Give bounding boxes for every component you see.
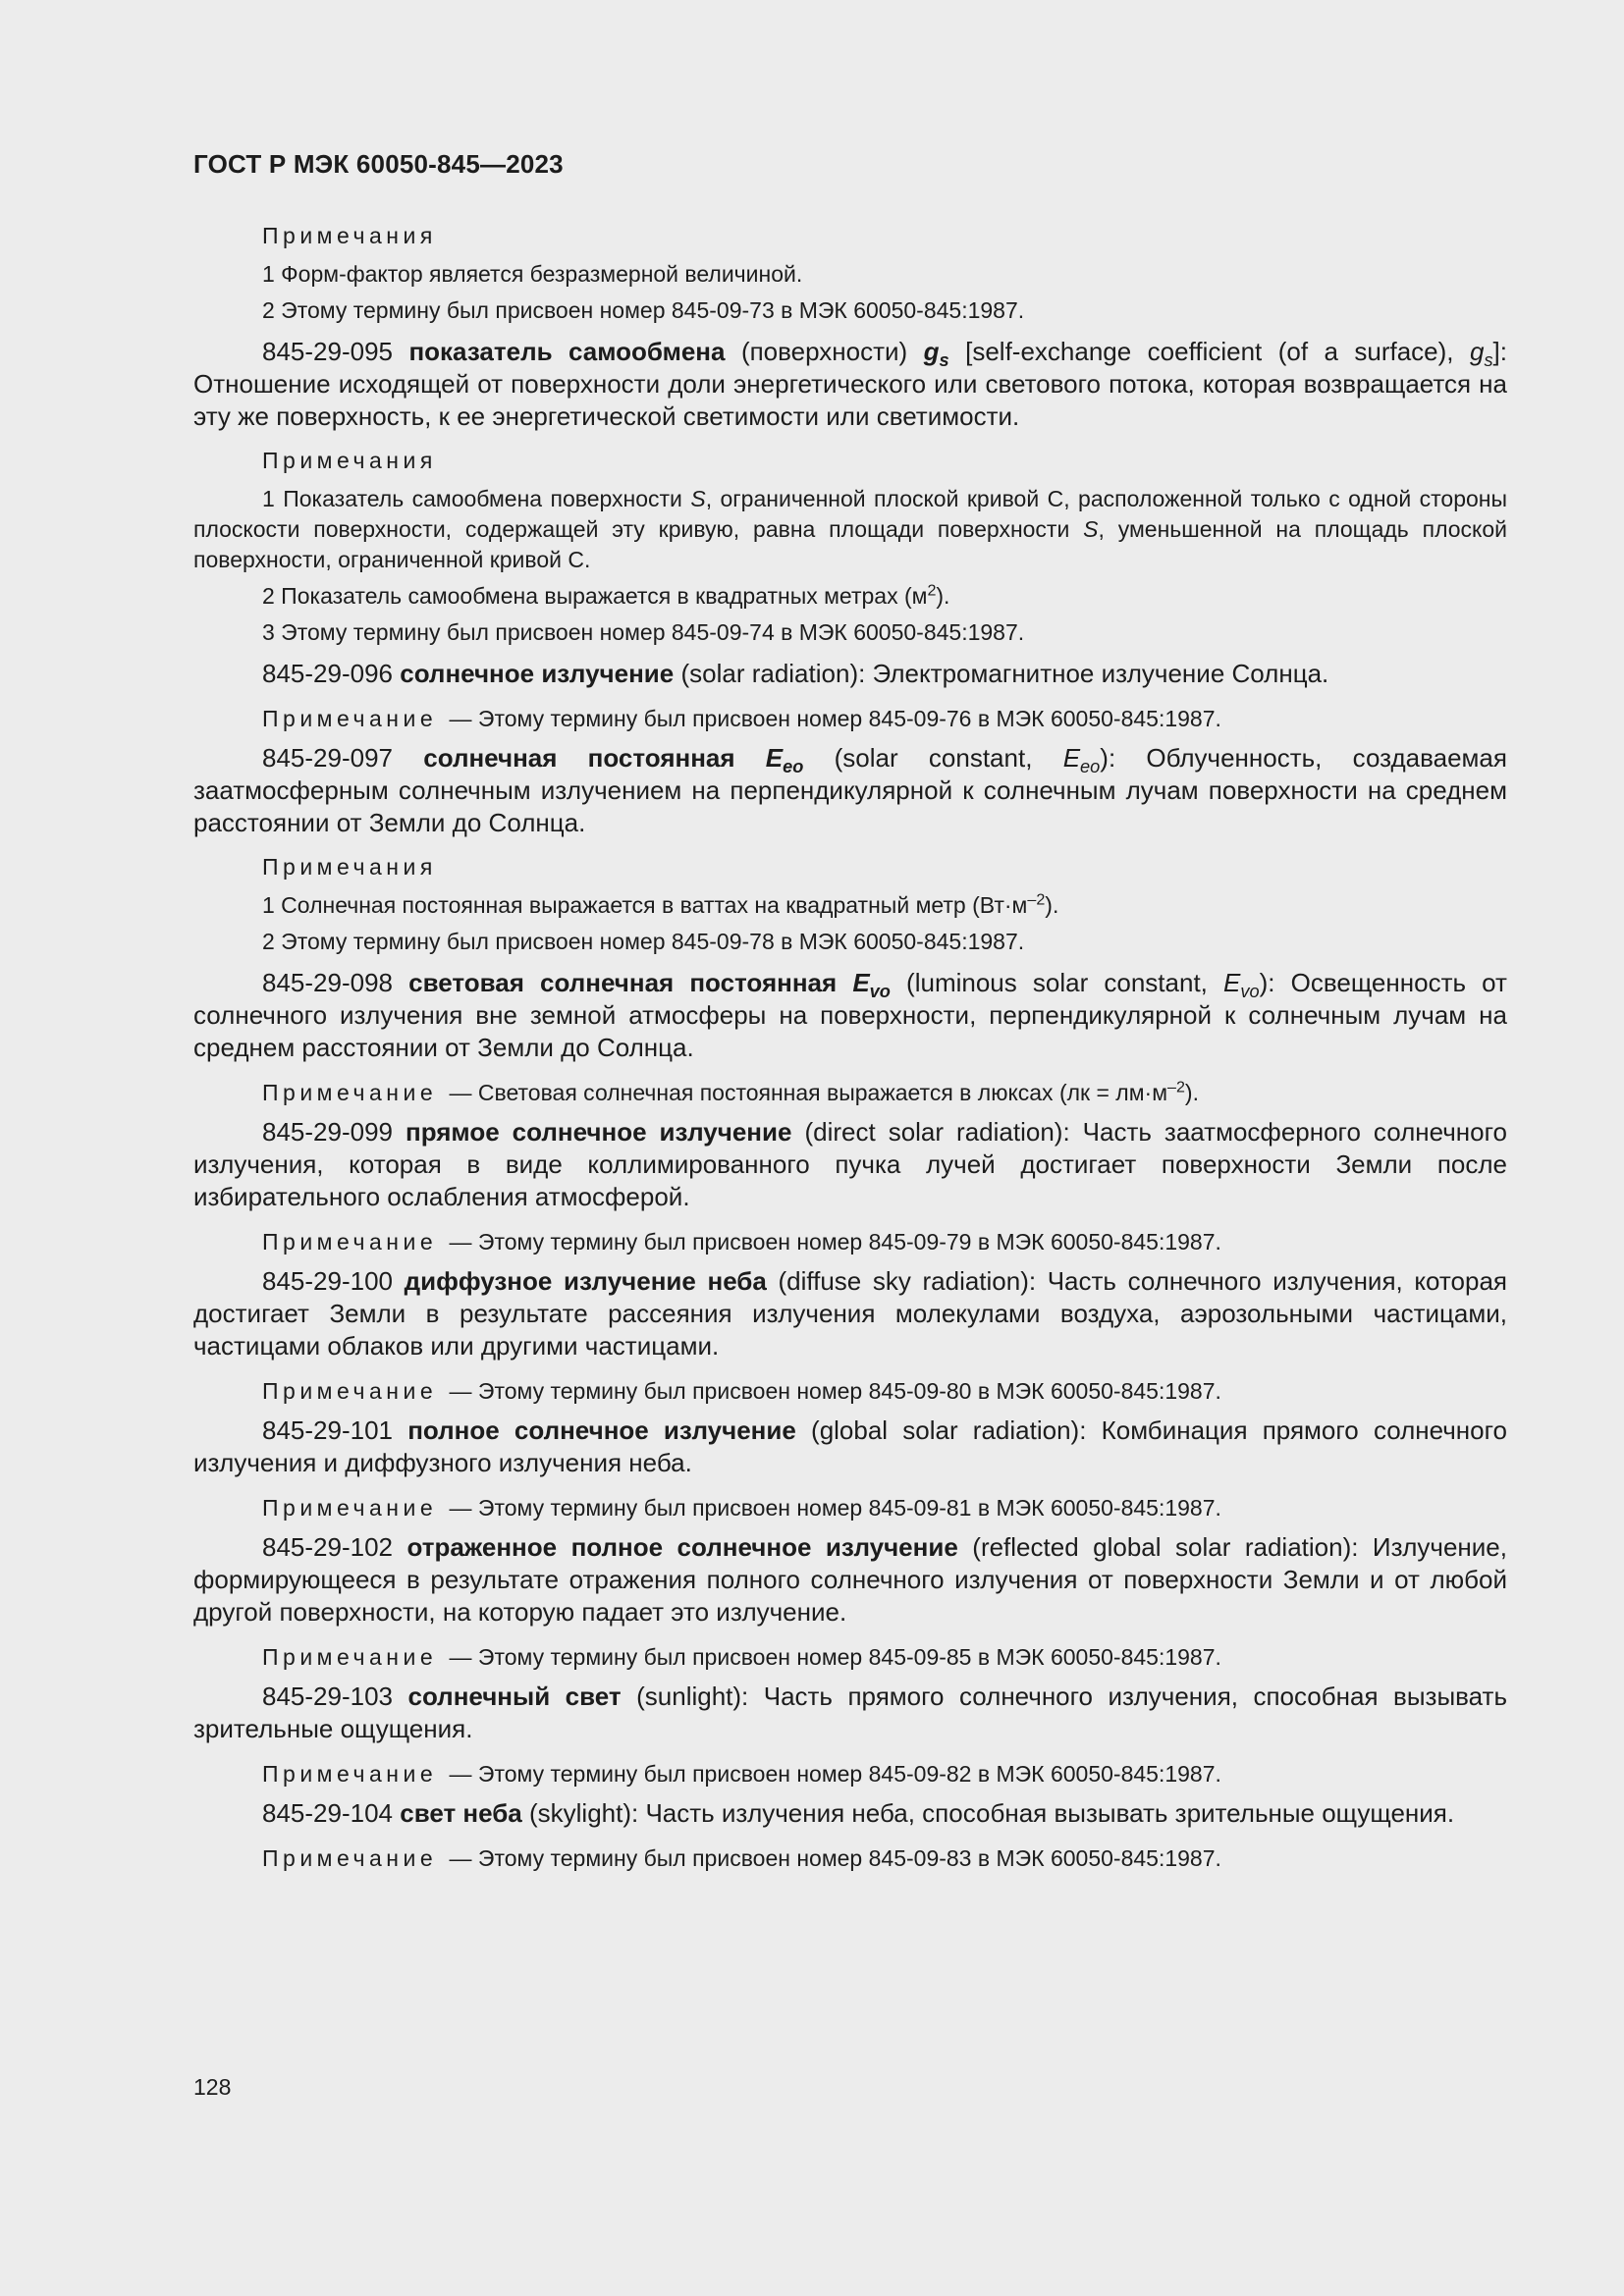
term-name: солнечная постоянная bbox=[423, 743, 735, 773]
term-entry-845-29-100: 845-29-100 диффузное излучение неба (diffuse sky radiation): Часть солнечного излучения, которая достигает Земли в результате рассеяния излучения молекулами воздуха, аэрозольными частицами, частицами облаков или другими частицами. bbox=[193, 1266, 1508, 1361]
notes-heading: Примечания bbox=[262, 223, 437, 248]
term-entry-845-29-096: 845-29-096 солнечное излучение (solar radiation): Электромагнитное излучение Солнца. bbox=[262, 659, 1329, 688]
notes-block-845-29-095 bbox=[193, 447, 1507, 648]
note-text: 1 Показатель самообмена поверхности S, ограниченной плоской кривой С, расположенной только с одной стороны плоскости поверхности, содержащей эту кривую, равна площади поверхности S, уменьшенной на площадь плоской поверхности, ограниченной кривой С. bbox=[193, 486, 1508, 572]
term-entry-845-29-104: 845-29-104 свет неба (skylight): Часть излучения неба, способная вызывать зрительные ощущения. bbox=[262, 1798, 1455, 1828]
notes-heading: Примечания bbox=[262, 854, 437, 880]
note-845-29-096: Примечание — Этому термину был присвоен номер 845-09-76 в МЭК 60050-845:1987. bbox=[262, 706, 1221, 731]
note-845-29-099: Примечание — Этому термину был присвоен номер 845-09-79 в МЭК 60050-845:1987. bbox=[262, 1229, 1221, 1255]
note-845-29-102: Примечание — Этому термину был присвоен номер 845-09-85 в МЭК 60050-845:1987. bbox=[262, 1644, 1221, 1670]
term-name: полное солнечное излучение bbox=[407, 1415, 796, 1445]
note-text: 2 Этому термину был присвоен номер 845-09-78 в МЭК 60050-845:1987. bbox=[262, 929, 1025, 954]
note-845-29-104: Примечание — Этому термину был присвоен номер 845-09-83 в МЭК 60050-845:1987. bbox=[262, 1845, 1221, 1871]
term-name: солнечный свет bbox=[407, 1682, 622, 1711]
term-symbol: $E_{eo}$ bbox=[765, 743, 804, 777]
note-text: 2 Этому термину был присвоен номер 845-09-73 в МЭК 60050-845:1987. bbox=[262, 297, 1025, 323]
term-entry-845-29-101: 845-29-101 полное солнечное излучение (global solar radiation): Комбинация прямого солнечного излучения и диффузного излучения неба. bbox=[193, 1415, 1507, 1477]
term-symbol: $g_s$ bbox=[923, 337, 949, 371]
note-text: 2 Показатель самообмена выражается в квадратных метрах $(м^2)$. bbox=[262, 581, 950, 609]
note-845-29-103: Примечание — Этому термину был присвоен номер 845-09-82 в МЭК 60050-845:1987. bbox=[262, 1761, 1221, 1787]
notes-block-845-29-097 bbox=[193, 853, 1507, 957]
term-entry-845-29-097: 845-29-097 солнечная постоянная $E_{eo}$ (solar constant, $E_{eo}$): Облученность, создаваемая заатмосферным солнечным излучением на перпендикулярной к солнечным лучам поверхности на среднем расстоянии от Земли до Солнца. bbox=[193, 743, 1507, 837]
term-english: [self-exchange coefficient (of a surface), bbox=[965, 337, 1454, 366]
term-name: свет неба bbox=[400, 1798, 522, 1828]
note-845-29-101: Примечание — Этому термину был присвоен номер 845-09-81 в МЭК 60050-845:1987. bbox=[262, 1495, 1221, 1521]
term-entry-845-29-095: 845-29-095 показатель самообмена (поверхности) $g_s$ [self-exchange coefficient (of a surface), $g_s$]: Отношение исходящей от поверхности доли энергетического или светового потока, которая возвращается на эту же поверхность, к ее энергетической светимости или светимости. bbox=[193, 337, 1507, 431]
notes-block-form-factor bbox=[193, 222, 1507, 326]
term-english-symbol: $g_s$ bbox=[1469, 337, 1493, 371]
term-name: световая солнечная постоянная bbox=[408, 968, 838, 997]
note-845-29-098: Примечание — Световая солнечная постоянная выражается в люксах $(лк = лм\cdot м^{-2})$. bbox=[262, 1078, 1199, 1105]
term-qualifier: (поверхности) bbox=[740, 337, 908, 366]
note-845-29-100: Примечание — Этому термину был присвоен номер 845-09-80 в МЭК 60050-845:1987. bbox=[262, 1378, 1221, 1404]
term-entry-845-29-102: 845-29-102 отраженное полное солнечное излучение (reflected global solar radiation): Излучение, формирующееся в результате отражения полного солнечного излучения от поверхности Земли и от любой другой поверхности, на которую падает это излучение. bbox=[193, 1532, 1507, 1627]
term-name: прямое солнечное излучение bbox=[406, 1117, 792, 1147]
term-definition: Отношение исходящей от поверхности доли энергетического или светового потока, которая возвращается на эту же поверхность, к ее энергетической светимости или светимости. bbox=[193, 369, 1507, 431]
note-text: 3 Этому термину был присвоен номер 845-09-74 в МЭК 60050-845:1987. bbox=[262, 619, 1025, 645]
term-name: показатель самообмена bbox=[408, 337, 726, 366]
document-body bbox=[193, 222, 1507, 1882]
term-name: отраженное полное солнечное излучение bbox=[406, 1532, 958, 1562]
term-name: диффузное излучение неба bbox=[404, 1266, 767, 1296]
notes-heading: Примечания bbox=[262, 448, 437, 473]
term-entry-845-29-103: 845-29-103 солнечный свет (sunlight): Часть прямого солнечного излучения, способная вызывать зрительные ощущения. bbox=[193, 1682, 1507, 1743]
document-header: ГОСТ Р МЭК 60050-845—2023 bbox=[193, 149, 564, 179]
note-text: 1 Форм-фактор является безразмерной величиной. bbox=[262, 261, 803, 287]
note-text: 1 Солнечная постоянная выражается в ваттах на квадратный метр $(Вт\cdot м^{-2})$. bbox=[262, 890, 1059, 918]
term-number: 845-29-095 bbox=[262, 337, 393, 366]
term-entry-845-29-098: 845-29-098 световая солнечная постоянная $E_{vo}$ (luminous solar constant, $E_{vo}$): Освещенность от солнечного излучения вне земной атмосферы на поверхности, перпендикулярной к солнечным лучам на среднем расстоянии от Земли до Солнца. bbox=[193, 968, 1507, 1062]
term-symbol: $E_{vo}$ bbox=[852, 968, 891, 1002]
term-entry-845-29-099: 845-29-099 прямое солнечное излучение (direct solar radiation): Часть заатмосферного солнечного излучения, которая в виде коллимированного пучка лучей достигает поверхности Земли после избирательного ослабления атмосферой. bbox=[193, 1117, 1507, 1211]
term-name: солнечное излучение bbox=[400, 659, 675, 688]
page-number: 128 bbox=[193, 2074, 232, 2100]
